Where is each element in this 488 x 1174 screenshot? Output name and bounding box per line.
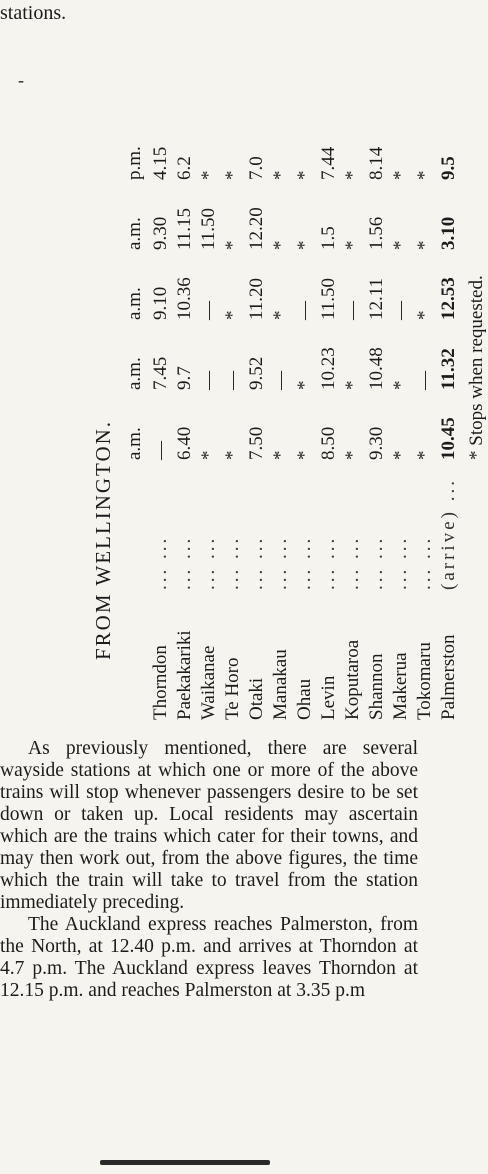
time-cell: 7.0 — [246, 156, 267, 180]
leader-dots: ... ... — [318, 535, 339, 590]
leader-dots: ... ... — [198, 535, 219, 590]
station-name: Thorndon — [150, 645, 171, 720]
leader-dots: ... ... — [366, 535, 387, 590]
time-header: a.m. — [124, 427, 145, 460]
time-cell: * — [294, 380, 315, 390]
paragraph: The Auckland express reaches Palmerston, from the North, at 12.40 p.m. and arrives at Thorndon at 4.7 p.m. The Auckland express leaves Thorndon at 12.15 p.m. and reaches Palmerston at 3.35 p.m — [0, 914, 418, 1001]
time-cell: * — [342, 450, 363, 460]
footnote: * Stops when requested. — [466, 275, 487, 460]
time-cell: * — [294, 240, 315, 250]
time-cell: 1.5 — [318, 226, 339, 250]
time-cells — [414, 110, 436, 460]
leader-dots: ... ... — [222, 535, 243, 590]
time-cell: 9.5 — [438, 156, 459, 180]
time-cells — [198, 110, 220, 460]
time-cells — [438, 110, 460, 460]
time-cell: 10.45 — [438, 417, 459, 460]
timetable-title: FROM WELLINGTON. — [91, 419, 115, 660]
time-cell: * — [270, 310, 291, 320]
time-cell: 9.10 — [150, 286, 171, 320]
time-cell: * — [390, 450, 411, 460]
time-cell: 4.15 — [150, 146, 171, 180]
time-cell: * — [294, 170, 315, 180]
paragraph: As previously mentioned, there are several wayside stations at which one or more of the above trains will stop whenever passengers desire to be set down or taken up. Local residents may ascertain which are the trains which cater for their towns, and may then work out, from the above figures, the time which the train will take to travel from the station immediately preceding. — [0, 738, 418, 913]
time-cell: — — [198, 301, 219, 320]
station-name: Ohau — [294, 678, 315, 720]
time-cell: * — [342, 240, 363, 250]
station-name: Tokomaru — [414, 642, 435, 720]
divider-mark: - — [18, 70, 24, 90]
time-cell: 1.56 — [366, 216, 387, 250]
timetable — [88, 30, 487, 720]
time-cell: 9.30 — [366, 426, 387, 460]
time-cell: 7.44 — [318, 146, 339, 180]
time-cell: 3.10 — [438, 216, 459, 250]
time-cell: 10.23 — [318, 347, 339, 390]
time-cell: 9.7 — [174, 366, 195, 390]
leader-dots: ... ... — [342, 535, 363, 590]
time-cell: 11.50 — [198, 207, 219, 250]
time-cell: * — [222, 310, 243, 320]
time-cell: * — [414, 310, 435, 320]
time-cell: * — [414, 240, 435, 250]
time-cell: * — [222, 240, 243, 250]
time-cell: — — [270, 371, 291, 390]
time-cell: 12.11 — [366, 277, 387, 320]
time-cell: * — [222, 450, 243, 460]
time-cells — [366, 110, 388, 460]
station-name: Otaki — [246, 677, 267, 720]
header-fragment: stations. — [0, 2, 67, 24]
time-cell: * — [198, 450, 219, 460]
time-header: a.m. — [124, 217, 145, 250]
station-name: Manakau — [270, 649, 291, 720]
time-cell: * — [270, 240, 291, 250]
time-cell: * — [414, 170, 435, 180]
time-cell: 11.50 — [318, 277, 339, 320]
time-cells — [150, 110, 172, 460]
time-cell: 10.36 — [174, 277, 195, 320]
time-cell: 9.52 — [246, 356, 267, 390]
time-cell: 9.30 — [150, 216, 171, 250]
time-cell: 11.20 — [246, 277, 267, 320]
time-cell: — — [342, 301, 363, 320]
time-header: p.m. — [124, 146, 145, 180]
time-cell: 12.53 — [438, 277, 459, 320]
station-name: Shannon — [366, 653, 387, 720]
time-cell: — — [294, 301, 315, 320]
leader-dots: ... ... — [270, 535, 291, 590]
time-cell: * — [390, 240, 411, 250]
station-name: Paekakariki — [174, 630, 195, 720]
station-name: Palmerston — [438, 634, 459, 720]
time-cell: * — [294, 450, 315, 460]
leader-dots: ... ... — [150, 535, 171, 590]
time-cell: 6.40 — [174, 426, 195, 460]
leader-dots: ... ... — [390, 535, 411, 590]
time-cell: * — [390, 380, 411, 390]
time-header: a.m. — [124, 287, 145, 320]
time-cells — [318, 110, 340, 460]
time-headers — [124, 110, 146, 460]
time-cells — [270, 110, 292, 460]
time-cell: 10.48 — [366, 347, 387, 390]
leader-dots: ... ... — [174, 535, 195, 590]
time-cells — [294, 110, 316, 460]
time-cell: * — [222, 170, 243, 180]
time-cell: — — [390, 301, 411, 320]
time-cell: 7.45 — [150, 356, 171, 390]
time-cell: 12.20 — [246, 207, 267, 250]
leader-dots: ... ... — [414, 535, 435, 590]
station-name: Koputaroa — [342, 639, 363, 720]
time-cell: * — [270, 170, 291, 180]
leader-dots: ... ... — [294, 535, 315, 590]
time-cell: — — [198, 371, 219, 390]
timetable-rotated — [88, 30, 487, 720]
time-cell: * — [390, 170, 411, 180]
article-body — [0, 738, 424, 1002]
time-cell: 11.32 — [438, 348, 459, 390]
time-cells — [342, 110, 364, 460]
time-header: a.m. — [124, 357, 145, 390]
time-cell: * — [414, 450, 435, 460]
time-cells — [222, 110, 244, 460]
time-cells — [390, 110, 412, 460]
time-cell: — — [150, 441, 171, 460]
time-cell: 6.2 — [174, 156, 195, 180]
time-cell: * — [270, 450, 291, 460]
station-name: Makerua — [390, 652, 411, 720]
time-cell: * — [342, 380, 363, 390]
time-cell: * — [198, 170, 219, 180]
time-cell: * — [342, 170, 363, 180]
time-cells — [174, 110, 196, 460]
station-name: Waikanae — [198, 645, 219, 720]
leader-dots: (arrive) ... — [438, 478, 459, 590]
time-cell: 8.50 — [318, 426, 339, 460]
time-cell: — — [222, 371, 243, 390]
time-cell: 8.14 — [366, 146, 387, 180]
time-cell: 11.15 — [174, 207, 195, 250]
time-cells — [246, 110, 268, 460]
station-name: Levin — [318, 675, 339, 720]
time-cell: 7.50 — [246, 426, 267, 460]
leader-dots: ... ... — [246, 535, 267, 590]
station-name: Te Horo — [222, 657, 243, 720]
time-cell: — — [414, 371, 435, 390]
bottom-rule — [100, 1160, 270, 1165]
